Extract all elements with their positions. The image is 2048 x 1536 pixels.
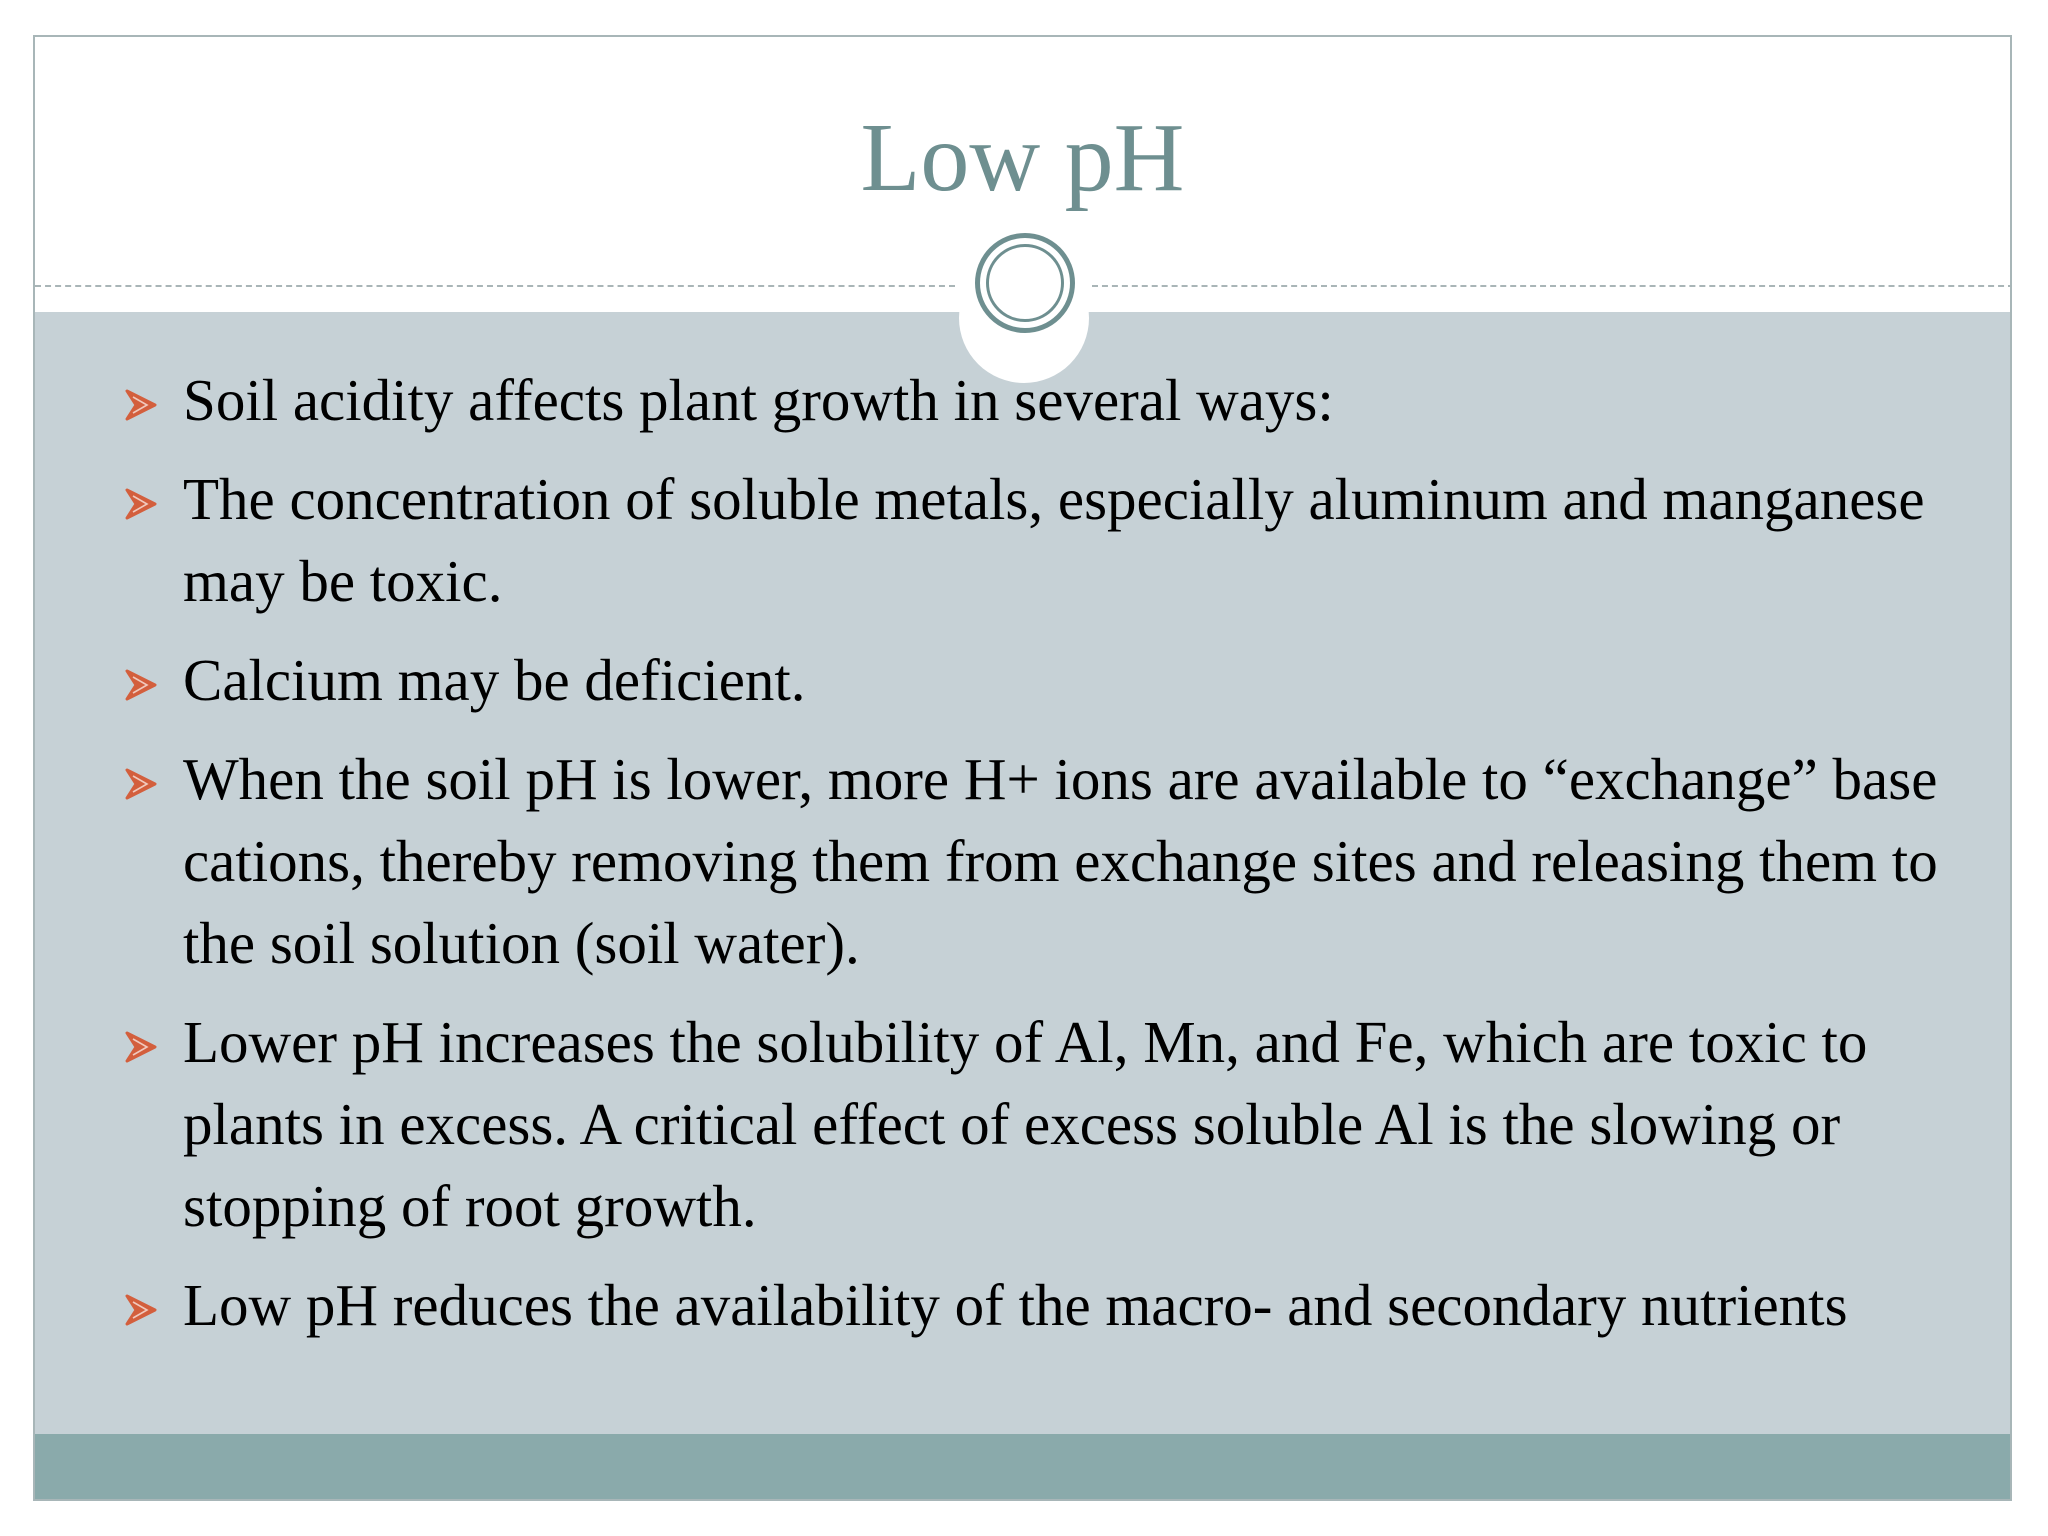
bullet-text: The concentration of soluble metals, especially aluminum and manganese may be toxic. bbox=[183, 466, 1925, 614]
arrow-bullet-icon bbox=[123, 667, 159, 703]
arrow-bullet-icon bbox=[123, 1292, 159, 1328]
bullet-list bbox=[91, 359, 1971, 1363]
ring-ornament-icon bbox=[975, 233, 1075, 333]
slide-title: Low pH bbox=[860, 104, 1185, 212]
bullet-item bbox=[91, 359, 1971, 441]
bullet-item bbox=[91, 738, 1971, 984]
arrow-bullet-icon bbox=[123, 486, 159, 522]
arrow-bullet-icon bbox=[123, 766, 159, 802]
bullet-text: When the soil pH is lower, more H+ ions are available to “exchange” base cations, thereby removing them from exchange sites and releasing them to the soil solution (soil water). bbox=[183, 746, 1938, 976]
bullet-item bbox=[91, 1001, 1971, 1247]
arrow-bullet-icon bbox=[123, 1029, 159, 1065]
bullet-text: Low pH reduces the availability of the macro- and secondary nutrients bbox=[183, 1272, 1848, 1338]
bullet-text: Lower pH increases the solubility of Al, Mn, and Fe, which are toxic to plants in excess. A critical effect of excess soluble Al is the slowing or stopping of root growth. bbox=[183, 1009, 1868, 1239]
bullet-text: Soil acidity affects plant growth in several ways: bbox=[183, 367, 1334, 433]
bullet-item bbox=[91, 1264, 1971, 1346]
bullet-item bbox=[91, 458, 1971, 622]
footer-band bbox=[35, 1434, 2010, 1501]
slide bbox=[33, 35, 2012, 1501]
title-divider-left bbox=[35, 285, 955, 287]
arrow-bullet-icon bbox=[123, 387, 159, 423]
bullet-item bbox=[91, 639, 1971, 721]
title-divider-right bbox=[1092, 285, 2012, 287]
ring-inner bbox=[986, 244, 1064, 322]
bullet-text: Calcium may be deficient. bbox=[183, 647, 806, 713]
